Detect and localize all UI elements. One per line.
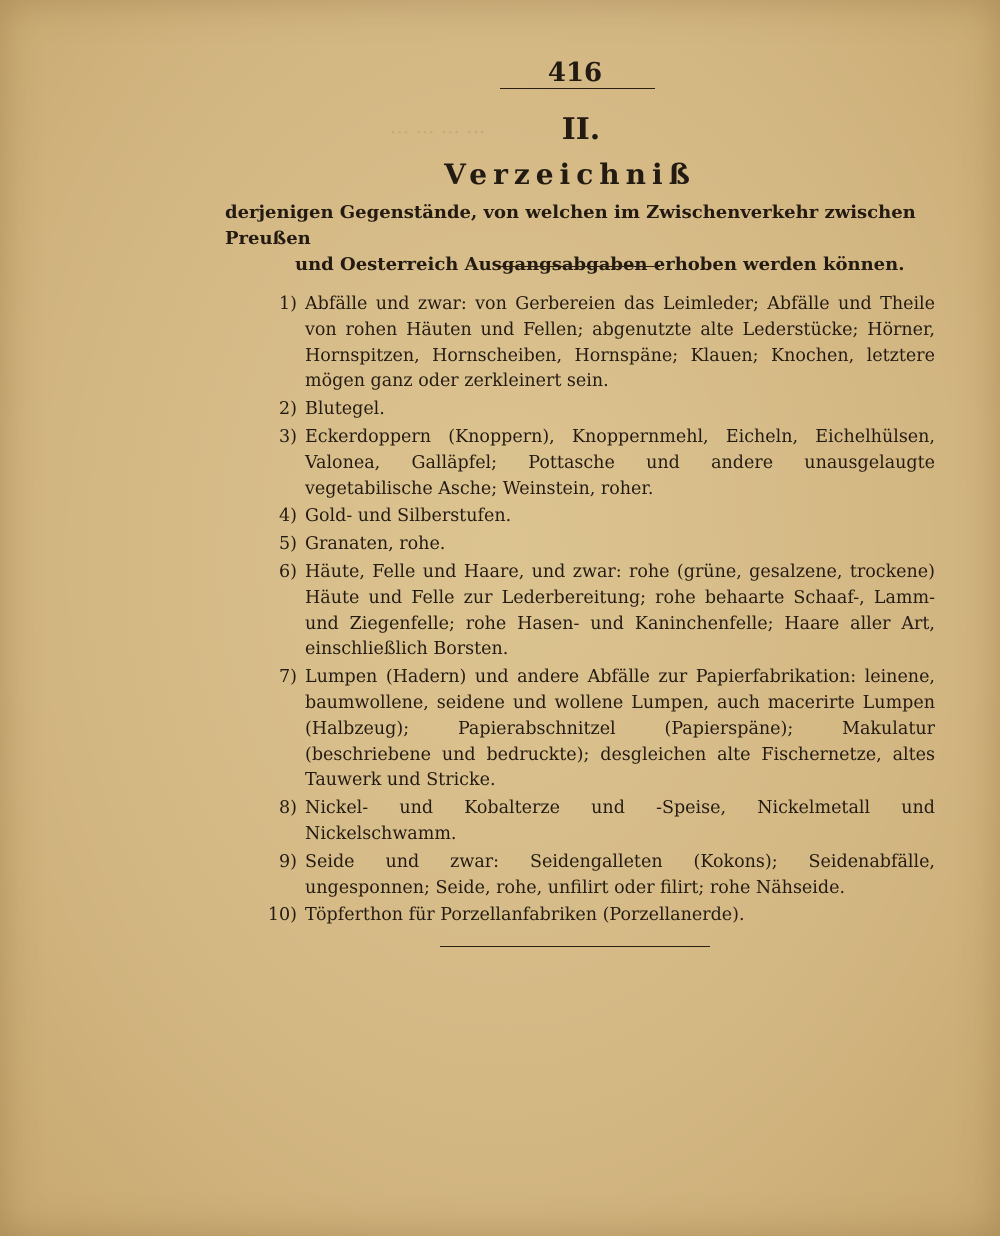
item-number: 1) — [279, 294, 297, 314]
item-number: 3) — [279, 426, 297, 447]
page-number: 416 — [547, 58, 603, 88]
item-number: 8) — [279, 798, 297, 819]
list-item — [245, 665, 935, 794]
title-rule — [500, 266, 660, 267]
item-number: 2) — [279, 399, 297, 420]
list-item — [245, 532, 935, 558]
item-text: Töpferthon für Porzellanfabriken (Porzellanerde). — [305, 905, 745, 926]
list-item — [245, 560, 935, 663]
item-text: Gold- und Silberstufen. — [305, 506, 512, 527]
list-item — [245, 292, 935, 395]
subtitle-line-2: und Oesterreich Ausgangsabgaben erhoben werden können. — [295, 254, 905, 275]
item-text: Granaten, rohe. — [305, 534, 446, 555]
header-rule — [500, 88, 655, 89]
item-list — [245, 292, 935, 931]
list-item — [245, 397, 935, 423]
section-number: II. — [561, 112, 601, 147]
list-item — [245, 903, 935, 929]
item-text: Seide und zwar: Seidengalleten (Kokons); Seidenabfälle, ungesponnen; Seide, rohe, unfilirt oder filirt; rohe Nähseide. — [305, 851, 935, 898]
document-title: Verzeichniß — [444, 158, 696, 191]
item-number: 10) — [267, 905, 297, 926]
item-number: 6) — [279, 561, 297, 582]
bleed-through-text: ··· ··· ··· ··· — [390, 120, 486, 144]
item-text: Eckerdoppern (Knoppern), Knoppernmehl, Eicheln, Eichelhülsen, Valonea, Galläpfel; Pottasche und andere unausgelaugte vegetabilische Asche; Weinstein, roher. — [305, 426, 935, 499]
list-item — [245, 425, 935, 502]
item-text: Abfälle und zwar: von Gerbereien das Leimleder; Abfälle und Theile von rohen Häuten und Fellen; abgenutzte alte Lederstücke; Hörner, Hornspitzen, Hornscheiben, Hornspäne; Klauen; Knochen, letztere mögen ganz oder zerkleinert sein. — [305, 294, 935, 392]
item-number: 5) — [279, 534, 297, 555]
item-number: 7) — [279, 667, 297, 688]
item-text: Blutegel. — [305, 399, 385, 420]
item-number: 4) — [279, 506, 297, 527]
item-text: Häute, Felle und Haare, und zwar: rohe (grüne, gesalzene, trockene) Häute und Felle zur Lederbereitung; rohe behaarte Schaaf-, Lamm- und Ziegenfelle; rohe Hasen- und Kaninchenfelle; Haare aller Art, einschließlich Borsten. — [305, 561, 935, 660]
list-item — [245, 796, 935, 848]
list-item — [245, 504, 935, 530]
subtitle-line-1: derjenigen Gegenstände, von welchen im Zwischenverkehr zwischen Preußen — [225, 202, 916, 249]
list-item — [245, 850, 935, 902]
item-text: Lumpen (Hadern) und andere Abfälle zur Papierfabrikation: leinene, baumwollene, seidene und wollene Lumpen, auch macerirte Lumpen (Halbzeug); Papierabschnitzel (Papierspäne); Makulatur (beschriebene und bedruckte); desgleichen alte Fischernetze, altes Tauwerk und Stricke. — [305, 667, 935, 791]
item-number: 9) — [279, 851, 297, 872]
item-text: Nickel- und Kobalterze und -Speise, Nickelmetall und Nickelschwamm. — [305, 798, 935, 844]
closing-rule — [440, 946, 710, 947]
